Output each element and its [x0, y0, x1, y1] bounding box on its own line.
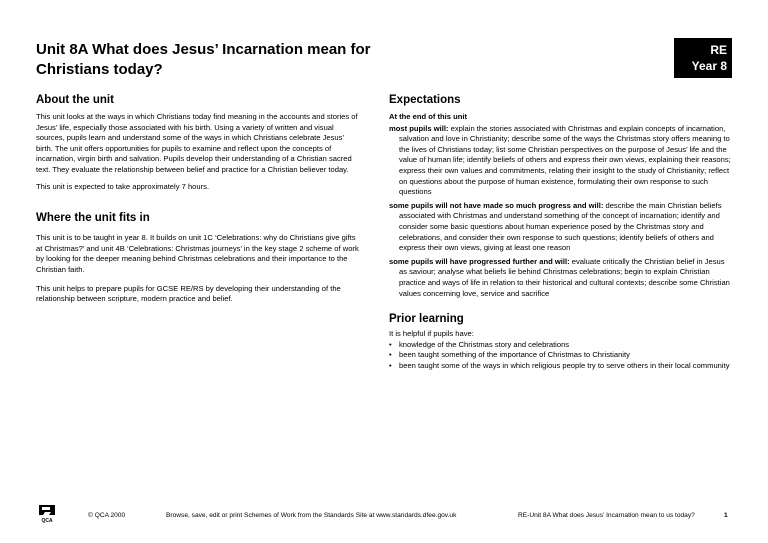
- subject-year-badge: [674, 38, 732, 78]
- expectation-lead: some pupils will have progressed further and will:: [389, 256, 570, 266]
- page-title: Unit 8A What does Jesus’ Incarnation mean for Christians today?: [36, 41, 371, 78]
- page-number: 1: [724, 512, 728, 519]
- page-footer: [0, 509, 768, 523]
- expectations-section: [389, 93, 733, 299]
- prior-intro: It is helpful if pupils have:: [389, 329, 474, 339]
- expectation-less: [389, 201, 733, 254]
- expectation-text: explain the stories associated with Christmas and explain concepts of incarnation, salvation and love in Christianity; describe some of the ways the Christmas story offers meaning to the lives of Christians today; list some Christian perspectives on the purpose of Jesus’ life and the value of human life; identify beliefs of others and express their own views, explaining their reasons; express their own values and commitments, relating their insight to the study of Christianity; reflect on questions about the purpose of human existence, formulating their own response to such questions: [399, 123, 731, 197]
- expectation-further: [389, 257, 733, 299]
- badge-year: Year 8: [691, 59, 727, 73]
- expectation-lead: some pupils will not have made so much progress and will:: [389, 200, 604, 210]
- logo-text: QCA: [41, 518, 53, 523]
- right-column: [389, 93, 733, 371]
- fits-paragraph-gcse: This unit helps to prepare pupils for GCSE RE/RS by developing their understanding of the relationship between scripture, modern practice and belief.: [36, 283, 341, 304]
- badge-subject: RE: [710, 43, 727, 57]
- list-item: • been taught some of the ways in which religious people try to serve others in their local community: [389, 361, 733, 372]
- about-paragraph: This unit looks at the ways in which Christians today find meaning in the accounts and stories of Jesus’ life, especially those associated with his birth. Using a variety of written and visual sources, pupils learn and understand some of the ways in which Christians celebrate Jesus’ birth. The unit offers opportunities for pupils to examine and reflect upon the concepts of incarnation, virgin birth and salvation. Pupils develop their understanding of a Christian sacred text. They evaluate the relationship between belief and practice for a Christian believer today.: [36, 112, 358, 174]
- expectation-text: evaluate critically the Christian belief in Jesus as saviour; analyse what beliefs lie behind Christmas celebrations; begin to explain Christian practice and ways of life in relation to their historical and cultural contexts; describe some Christian values concerning love, service and sacrifice: [399, 256, 730, 298]
- fits-paragraph: This unit is to be taught in year 8. It builds on unit 1C ‘Celebrations: why do Christians give gifts at Christmas?’ and unit 4B ‘Celebrations: Christmas journeys’ in the key stage 2 scheme of work by looking for the deeper meaning behind Christmas celebrations and their importance to the Christian faith.: [36, 233, 359, 274]
- list-item: • been taught something of the importance of Christmas to Christianity: [389, 350, 733, 361]
- about-duration: This unit is expected to take approximately 7 hours.: [36, 181, 210, 191]
- expectations-subheading: At the end of this unit: [389, 112, 468, 121]
- expectation-text: describe the main Christian beliefs associated with Christmas and understand something of the concept of incarnation; identify and consider some basic questions about human experience posed by the Christmas story and celebrations, and consider their own response to such questions; identify beliefs of others and express their own views, giving at least one reason: [399, 200, 722, 253]
- expectation-most: [389, 124, 733, 198]
- footer-copyright: © QCA 2000: [88, 512, 126, 519]
- about-section: [36, 93, 362, 192]
- expectations-heading: Expectations: [389, 94, 461, 106]
- prior-section: [389, 312, 733, 371]
- prior-heading: Prior learning: [389, 313, 464, 326]
- fits-heading: Where the unit fits in: [36, 212, 150, 225]
- prior-list: [389, 340, 733, 372]
- footer-standards-site: Browse, save, edit or print Schemes of Work from the Standards Site at www.standards.dfee.gov.uk: [166, 512, 457, 519]
- footer-unit-reference: RE-Unit 8A What does Jesus’ Incarnation mean to us today?: [518, 512, 695, 519]
- list-item: • knowledge of the Christmas story and celebrations: [389, 340, 733, 351]
- expectation-lead: most pupils will:: [389, 123, 449, 133]
- about-heading: About the unit: [36, 94, 114, 106]
- left-column: [36, 93, 362, 311]
- fits-section: [36, 211, 362, 305]
